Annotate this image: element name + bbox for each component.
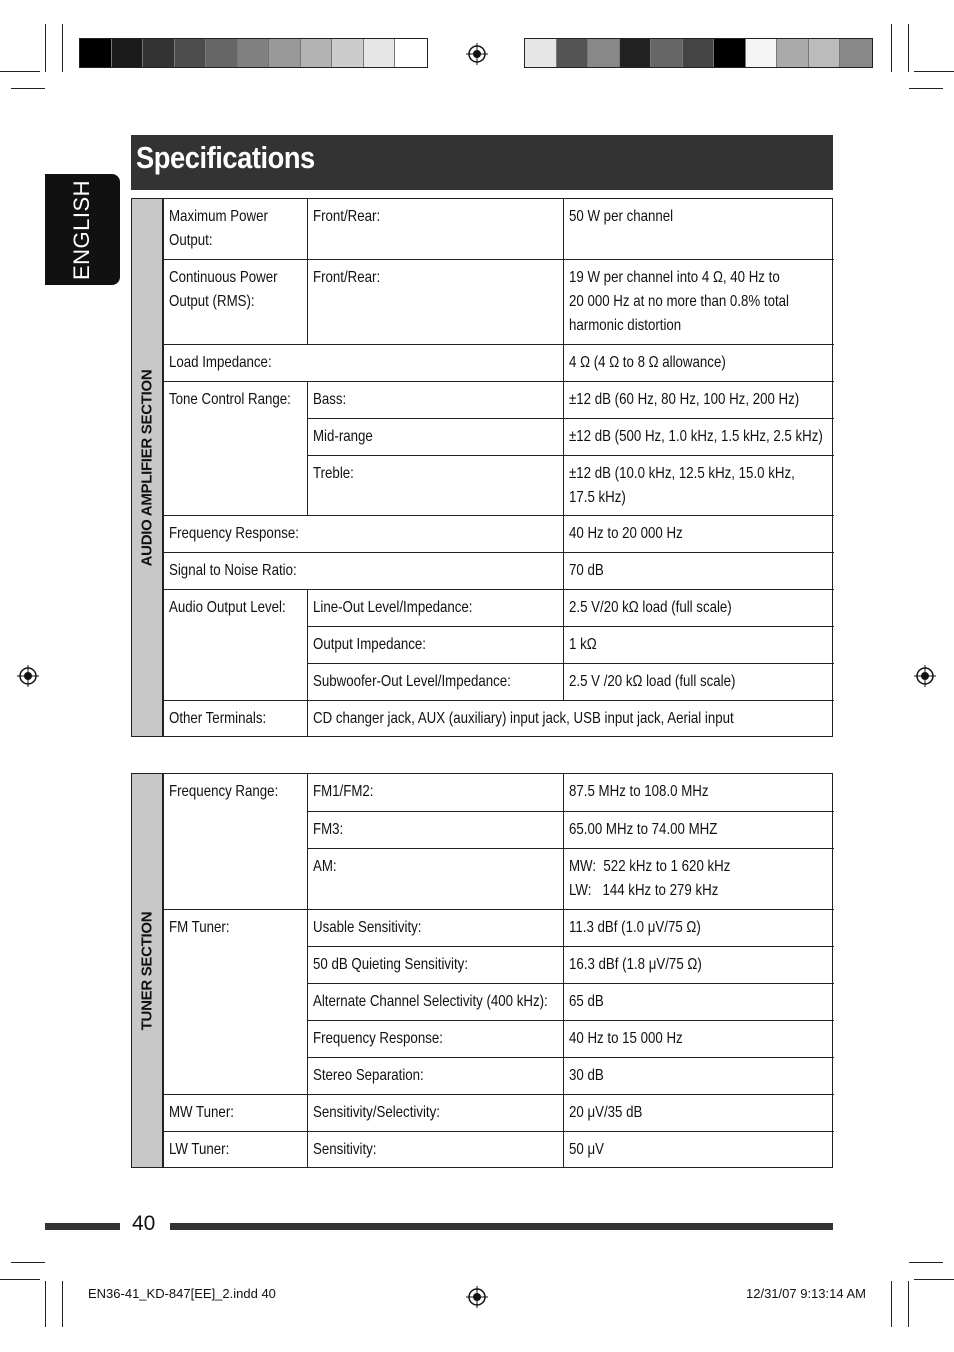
spec-sublabel-text: Sensitivity: (313, 1141, 377, 1158)
spec-value-text: ±12 dB (10.0 kHz, 12.5 kHz, 15.0 kHz, 17.5 kHz) (569, 465, 795, 506)
spec-value (563, 552, 834, 589)
spec-label-text: MW Tuner: (169, 1104, 234, 1121)
spec-label-text: Other Terminals: (169, 710, 267, 727)
spec-label-text: FM Tuner: (169, 919, 230, 936)
spec-sublabel-text: Mid-range (313, 428, 373, 445)
spec-sublabel (307, 1131, 563, 1168)
color-swatch (620, 39, 652, 67)
crop-mark (908, 1281, 909, 1327)
crop-mark (914, 1279, 954, 1280)
page-title: Specifications (136, 140, 315, 175)
spec-value-text: 1 kΩ (569, 636, 597, 653)
spec-sublabel (307, 455, 563, 515)
color-swatch (175, 39, 207, 67)
spec-value-text: MW: 522 kHz to 1 620 kHz LW: 144 kHz to 279 kHz (569, 858, 731, 899)
color-swatch (525, 39, 557, 67)
color-swatch (364, 39, 396, 67)
page-number: 40 (132, 1212, 156, 1235)
spec-sublabel (307, 1057, 563, 1094)
spec-label-text: Load Impedance: (169, 354, 272, 371)
color-swatch (683, 39, 715, 67)
crop-mark (909, 1262, 943, 1263)
spec-label (163, 700, 307, 737)
crop-mark (11, 1262, 45, 1263)
spec-value-text: 50 W per channel (569, 208, 674, 225)
file-info: EN36-41_KD-847[EE]_2.indd 40 (88, 1286, 276, 1301)
spec-value-text: 40 Hz to 20 000 Hz (569, 525, 683, 542)
spec-label (163, 589, 307, 700)
crop-mark (909, 88, 943, 89)
registration-mark-icon (914, 665, 936, 687)
crop-mark (62, 24, 63, 72)
color-swatch (332, 39, 364, 67)
spec-sublabel-text: FM3: (313, 821, 344, 838)
spec-value (563, 455, 834, 515)
color-bar-left (79, 38, 428, 68)
spec-label-text: Continuous Power Output (RMS): (169, 269, 278, 310)
spec-value-text: 50 μV (569, 1141, 604, 1158)
crop-mark (62, 1281, 63, 1327)
spec-sublabel-text: FM1/FM2: (313, 783, 374, 800)
crop-mark (0, 71, 40, 72)
spec-sublabel (307, 259, 563, 344)
spec-value-text: 65 dB (569, 993, 604, 1010)
spec-value (563, 515, 834, 552)
color-swatch (80, 39, 112, 67)
spec-label-text: Frequency Range: (169, 783, 279, 800)
spec-sublabel (307, 663, 563, 700)
color-swatch (840, 39, 872, 67)
spec-sublabel (307, 1094, 563, 1131)
spec-sublabel-text: Usable Sensitivity: (313, 919, 422, 936)
spec-label-text: Maximum Power Output: (169, 208, 268, 249)
spec-value-text: 11.3 dBf (1.0 μV/75 Ω) (569, 919, 701, 936)
spec-label (163, 1131, 307, 1168)
spec-sublabel (307, 589, 563, 626)
spec-sublabel (307, 381, 563, 418)
spec-value-text: 19 W per channel into 4 Ω, 40 Hz to 20 000 Hz at no more than 0.8% total harmonic distortion (569, 269, 790, 334)
spec-value (563, 381, 834, 418)
spec-value-text: 16.3 dBf (1.8 μV/75 Ω) (569, 956, 702, 973)
spec-value-text: CD changer jack, AUX (auxiliary) input jack, USB input jack, Aerial input (313, 710, 734, 727)
spec-sublabel (307, 909, 563, 946)
spec-value (563, 344, 834, 381)
crop-mark (914, 71, 954, 72)
spec-value-text: 30 dB (569, 1067, 604, 1084)
spec-value-text: 40 Hz to 15 000 Hz (569, 1030, 683, 1047)
tuner-table (131, 773, 833, 1168)
spec-sublabel (307, 983, 563, 1020)
language-tab (45, 174, 120, 285)
spec-value (563, 199, 834, 259)
section-label-bar (132, 199, 163, 736)
spec-label (163, 381, 307, 515)
color-bar-right (524, 38, 873, 68)
spec-label (163, 344, 563, 381)
color-swatch (714, 39, 746, 67)
spec-value (563, 1057, 834, 1094)
spec-label (163, 909, 307, 1094)
spec-label-text: LW Tuner: (169, 1141, 230, 1158)
spec-sublabel-text: Alternate Channel Selectivity (400 kHz): (313, 993, 548, 1010)
spec-sublabel (307, 848, 563, 909)
spec-value-text: ±12 dB (500 Hz, 1.0 kHz, 1.5 kHz, 2.5 kHz) (569, 428, 823, 445)
spec-sublabel-text: Line-Out Level/Impedance: (313, 599, 473, 616)
color-swatch (112, 39, 144, 67)
spec-sublabel (307, 811, 563, 848)
spec-value-text: 70 dB (569, 562, 604, 579)
color-swatch (588, 39, 620, 67)
language-label: ENGLISH (69, 179, 94, 281)
spec-label (163, 515, 563, 552)
spec-value (563, 774, 834, 811)
spec-value-text: 65.00 MHz to 74.00 MHZ (569, 821, 718, 838)
section-label-bar (132, 774, 163, 1167)
spec-sublabel-text: Front/Rear: (313, 269, 381, 286)
spec-sublabel-text: Sensitivity/Selectivity: (313, 1104, 440, 1121)
audio-amplifier-table (131, 198, 833, 737)
spec-value (563, 1094, 834, 1131)
spec-value (563, 811, 834, 848)
spec-sublabel (307, 418, 563, 455)
registration-mark-icon (466, 43, 488, 65)
spec-value (563, 663, 834, 700)
spec-value-text: 87.5 MHz to 108.0 MHz (569, 783, 709, 800)
spec-label (163, 1094, 307, 1131)
spec-sublabel (307, 946, 563, 983)
spec-value (563, 589, 834, 626)
spec-sublabel (307, 626, 563, 663)
print-timestamp: 12/31/07 9:13:14 AM (746, 1286, 866, 1301)
section-label: TUNER SECTION (138, 911, 156, 1030)
crop-mark (891, 24, 892, 72)
color-swatch (746, 39, 778, 67)
spec-value (563, 1131, 834, 1168)
section-label: AUDIO AMPLIFIER SECTION (138, 369, 156, 566)
spec-value-text: 20 μV/35 dB (569, 1104, 643, 1121)
spec-sublabel-text: 50 dB Quieting Sensitivity: (313, 956, 469, 973)
crop-mark (891, 1281, 892, 1327)
spec-value-text: ±12 dB (60 Hz, 80 Hz, 100 Hz, 200 Hz) (569, 391, 800, 408)
spec-sublabel-text: Stereo Separation: (313, 1067, 424, 1084)
crop-mark (45, 24, 46, 72)
spec-sublabel-text: AM: (313, 858, 337, 875)
spec-sublabel-text: Frequency Response: (313, 1030, 443, 1047)
spec-value (563, 983, 834, 1020)
spec-value (563, 946, 834, 983)
color-swatch (238, 39, 270, 67)
spec-label-text: Audio Output Level: (169, 599, 286, 616)
crop-mark (45, 1281, 46, 1327)
spec-value (563, 626, 834, 663)
crop-mark (908, 24, 909, 72)
spec-value-text: 2.5 V/20 kΩ load (full scale) (569, 599, 732, 616)
spec-value (563, 259, 834, 344)
spec-label (163, 199, 307, 259)
registration-mark-icon (17, 665, 39, 687)
footer-rule (170, 1223, 833, 1230)
registration-mark-icon (466, 1286, 488, 1308)
spec-value (307, 700, 834, 737)
color-swatch (395, 39, 427, 67)
color-swatch (809, 39, 841, 67)
spec-label (163, 552, 563, 589)
crop-mark (11, 88, 45, 89)
color-swatch (777, 39, 809, 67)
spec-sublabel (307, 199, 563, 259)
color-swatch (206, 39, 238, 67)
footer-rule (45, 1223, 120, 1230)
spec-sublabel-text: Front/Rear: (313, 208, 381, 225)
spec-label-text: Signal to Noise Ratio: (169, 562, 297, 579)
spec-label-text: Tone Control Range: (169, 391, 291, 408)
spec-value-text: 4 Ω (4 Ω to 8 Ω allowance) (569, 354, 726, 371)
color-swatch (557, 39, 589, 67)
color-swatch (301, 39, 333, 67)
spec-sublabel-text: Output Impedance: (313, 636, 426, 653)
spec-sublabel (307, 774, 563, 811)
spec-label (163, 774, 307, 909)
color-swatch (651, 39, 683, 67)
spec-label-text: Frequency Response: (169, 525, 299, 542)
spec-value (563, 418, 834, 455)
crop-mark (0, 1279, 40, 1280)
spec-sublabel-text: Subwoofer-Out Level/Impedance: (313, 673, 511, 690)
spec-label (163, 259, 307, 344)
spec-value (563, 909, 834, 946)
spec-value (563, 848, 834, 909)
spec-sublabel-text: Treble: (313, 465, 354, 482)
spec-value (563, 1020, 834, 1057)
color-swatch (269, 39, 301, 67)
spec-sublabel-text: Bass: (313, 391, 347, 408)
color-swatch (143, 39, 175, 67)
spec-value-text: 2.5 V /20 kΩ load (full scale) (569, 673, 736, 690)
spec-sublabel (307, 1020, 563, 1057)
